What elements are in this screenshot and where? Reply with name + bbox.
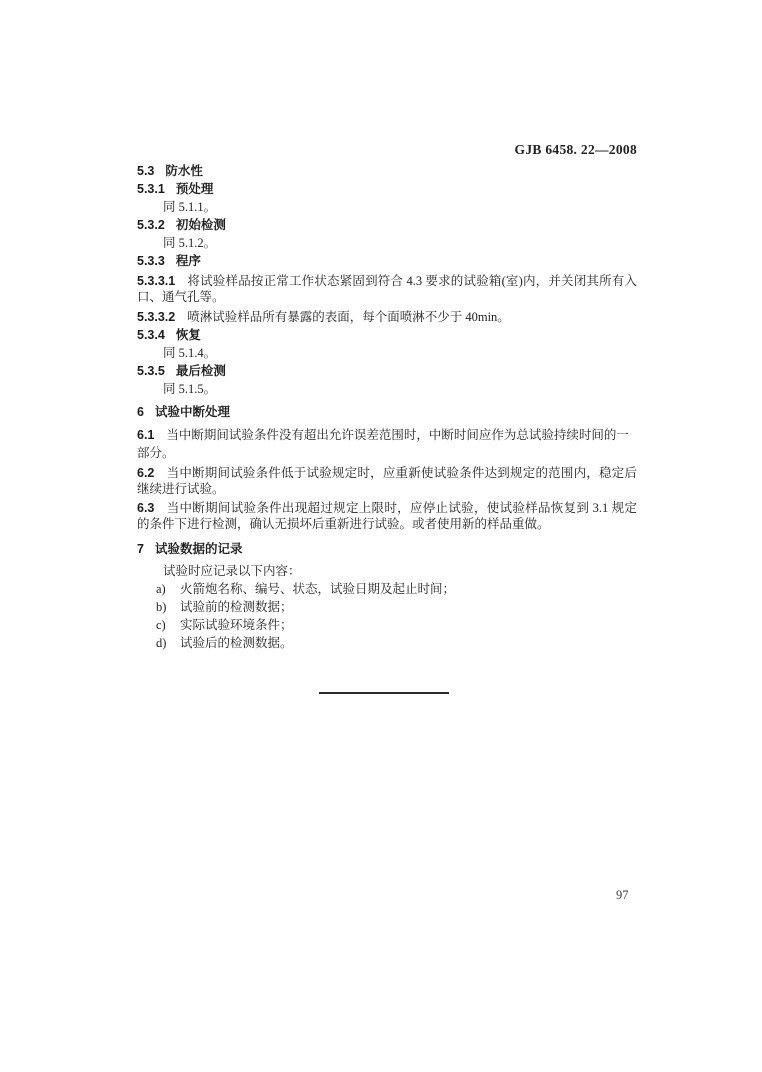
clause-5-3-2-body: 同 5.1.2。 — [163, 236, 217, 250]
heading-7-num: 7 — [137, 542, 144, 556]
item-label: c) — [156, 618, 166, 632]
record-item-a — [137, 580, 637, 598]
clause-5-3-1-body: 同 5.1.1。 — [163, 200, 217, 214]
clause-6-1-num: 6.1 — [137, 428, 155, 442]
end-of-document-divider — [319, 692, 449, 694]
heading-5-3-4-title: 恢复 — [175, 328, 201, 342]
heading-5-3-2 — [137, 216, 637, 234]
heading-6 — [137, 403, 637, 421]
clause-5-3-3-1-num: 5.3.3.1 — [137, 274, 176, 288]
doc-number: GJB 6458. 22—2008 — [514, 142, 637, 157]
heading-5-3 — [137, 162, 637, 180]
item-label: b) — [156, 600, 167, 614]
item-text: 试验前的检测数据； — [180, 600, 293, 614]
heading-5-3-title: 防水性 — [165, 164, 203, 178]
clause-5-3-3-2-body: 喷淋试验样品所有暴露的表面，每个面喷淋不少于 40min。 — [187, 310, 510, 324]
heading-5-3-3-title: 程序 — [175, 254, 201, 268]
clause-5-3-3-1 — [137, 273, 637, 305]
record-item-c — [137, 616, 637, 634]
heading-5-3-5-num: 5.3.5 — [137, 364, 165, 378]
clause-5-3-3-2 — [137, 308, 637, 326]
clause-6-1-body: 当中断期间试验条件没有超出允许误差范围时，中断时间应作为总试验持续时间的一部分。 — [137, 428, 629, 460]
clause-6-3-body: 当中断期间试验条件出现超过规定上限时，应停止试验，使试验样品恢复到 3.1 规定的条件下进行检测，确认无损坏后重新进行试验。或者使用新的样品重做。 — [137, 501, 637, 531]
record-item-d — [137, 634, 637, 652]
heading-5-3-3-num: 5.3.3 — [137, 254, 165, 268]
heading-5-3-3 — [137, 252, 637, 270]
heading-6-title: 试验中断处理 — [154, 405, 230, 419]
heading-5-3-4-num: 5.3.4 — [137, 328, 165, 342]
heading-5-3-1-num: 5.3.1 — [137, 182, 165, 196]
heading-5-3-1-title: 预处理 — [175, 182, 214, 196]
heading-7-title: 试验数据的记录 — [154, 542, 243, 556]
heading-5-3-1 — [137, 180, 637, 198]
item-label: a) — [156, 582, 166, 596]
clause-5-3-4-body: 同 5.1.4。 — [163, 346, 217, 360]
heading-5-3-5-title: 最后检测 — [175, 364, 226, 378]
clause-6-3 — [137, 500, 637, 532]
heading-5-3-4 — [137, 326, 637, 344]
heading-5-3-2-title: 初始检测 — [175, 218, 226, 232]
heading-5-3-num: 5.3 — [137, 164, 155, 178]
heading-7 — [137, 540, 637, 558]
clause-5-3-3-1-body: 将试验样品按正常工作状态紧固到符合 4.3 要求的试验箱(室)内，并关闭其所有入口、通气孔等。 — [137, 274, 637, 304]
clause-5-3-5-body: 同 5.1.5。 — [163, 382, 217, 396]
item-text: 实际试验环境条件； — [180, 618, 293, 632]
clause-6-1 — [137, 426, 637, 462]
clause-6-3-num: 6.3 — [137, 501, 155, 515]
item-text: 火箭炮名称、编号、状态，试验日期及起止时间； — [180, 582, 456, 596]
item-label: d) — [156, 636, 167, 650]
record-intro: 试验时应记录以下内容： — [163, 564, 301, 578]
heading-5-3-2-num: 5.3.2 — [137, 218, 165, 232]
item-text: 试验后的检测数据。 — [180, 636, 293, 650]
clause-5-3-3-2-num: 5.3.3.2 — [137, 310, 176, 324]
page-content — [137, 142, 637, 652]
clause-6-2-num: 6.2 — [137, 466, 155, 480]
clause-6-2-body: 当中断期间试验条件低于试验规定时，应重新使试验条件达到规定的范围内，稳定后继续进行试验。 — [137, 466, 637, 496]
record-item-b — [137, 598, 637, 616]
heading-5-3-5 — [137, 362, 637, 380]
clause-6-2 — [137, 465, 637, 497]
heading-6-num: 6 — [137, 405, 144, 419]
page-number: 97 — [616, 888, 629, 902]
